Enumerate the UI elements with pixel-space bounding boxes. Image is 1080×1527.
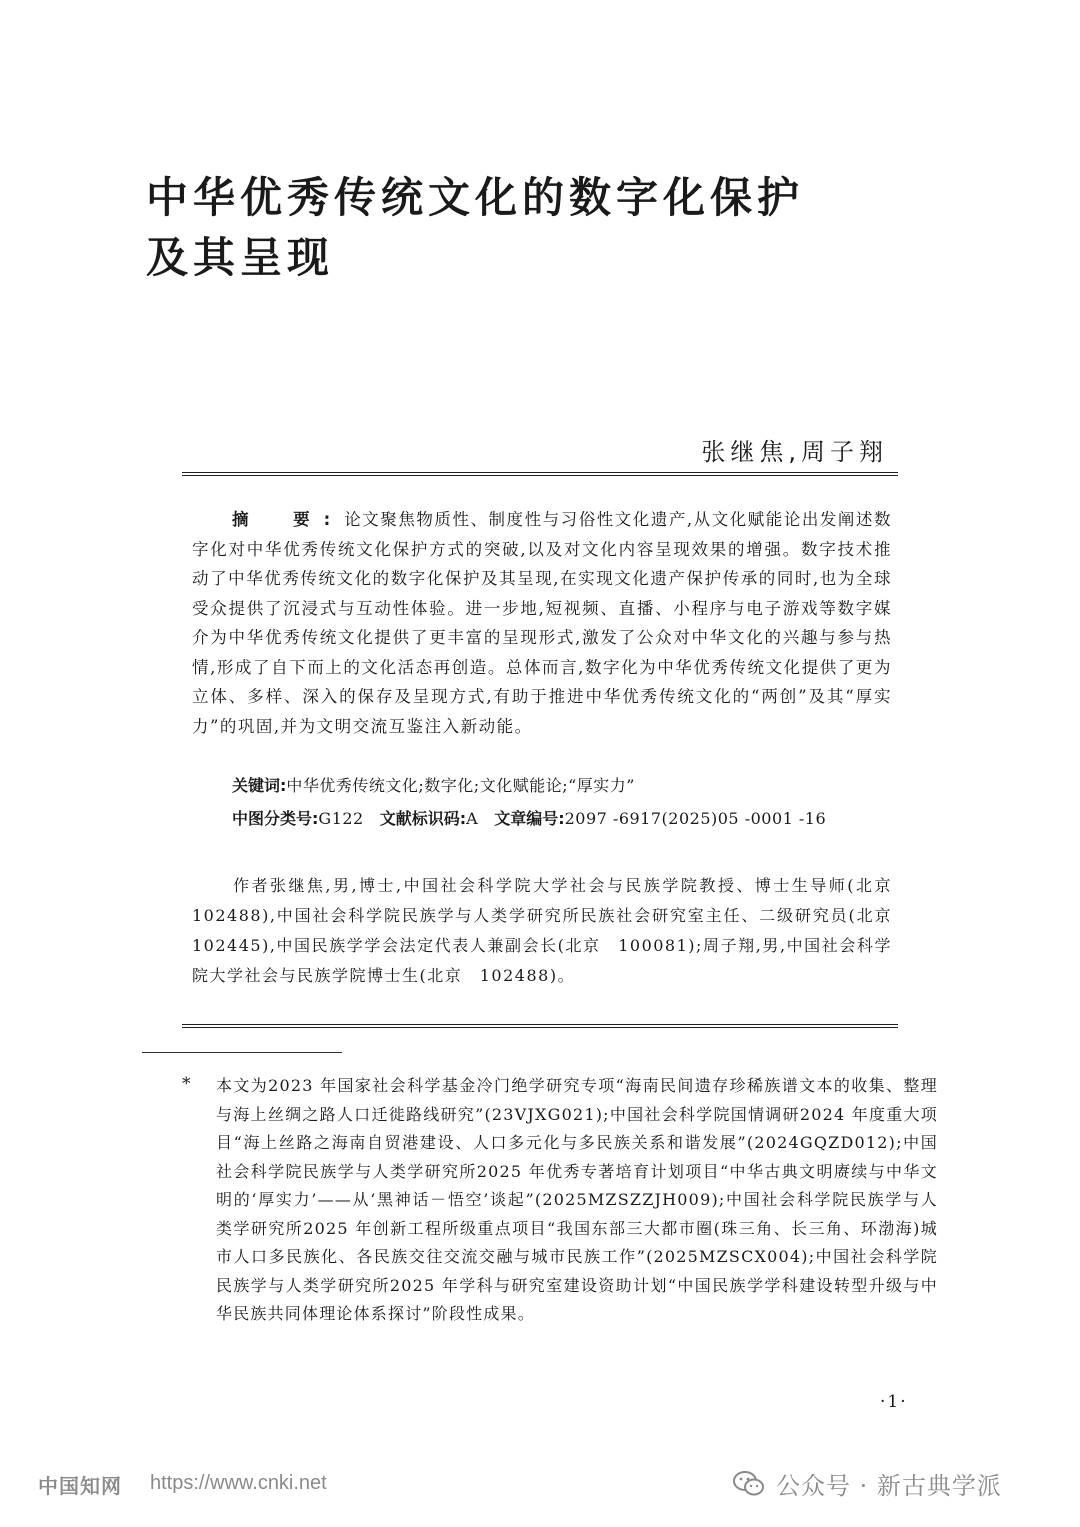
keywords-label: 关键词: [232,776,287,795]
footnote-separator [142,1052,342,1053]
author-info [192,871,910,991]
wechat-channel: 公众号 · 新古典学派 [776,1472,1002,1500]
cnki-watermark: 中国知网 [38,1474,122,1498]
abstract [192,505,892,741]
abstract-label: 摘 要: [232,510,345,529]
author-info-text: 作者张继焦,男,博士,中国社会科学院大学社会与民族学院教授、博士生导师(北京 102488),中国社会科学院民族学与人类学研究所民族社会研究室主任、二级研究员(北京 102445),中国民族学学会法定代表人兼副会长(北京 100081);周子翔,男,中国社会科学院大学社会与民族学院博士生(北京 102488)。 [192,876,910,985]
title-line-2: 及其呈现 [146,233,335,282]
keywords-text: 中华优秀传统文化;数字化;文化赋能论;“厚实力” [286,776,635,795]
doc-code-value: A [466,809,479,828]
keywords [232,773,635,796]
footnote-text: 本文为2023 年国家社会科学基金冷门绝学研究专项“海南民间遗存珍稀族谱文本的收集、整理与海上丝绸之路人口迁徙路线研究”(23VJXG021);中国社会科学院国情调研2024 年度重大项目“海上丝路之海南自贸港建设、人口多元化与多民族关系和谐发展”(2024GQZD012);中国社会科学院民族学与人类学研究所2025 年优秀专著培育计划项目“中华古典文明赓续与中华文明的‘厚实力’——从‘黑神话－悟空’谈起”(2025MZSZZJH009);中国社会科学院民族学与人类学研究所2025 年创新工程所级重点项目“我国东部三大都市圈(珠三角、长三角、环渤海)城市人口多民族化、各民族交往交流交融与城市民族工作”(2025MZSCX004);中国社会科学院民族学与人类学研究所2025 年学科与研究室建设资助计划“中国民族学学科建设转型升级与中华民族共同体理论体系探讨”阶段性成果。 [216,1076,938,1323]
doc-code-label: 文献标识码: [379,809,467,828]
clc-value: G122 [318,809,364,828]
abstract-top-rule [182,472,898,476]
clc-label: 中图分类号: [232,809,319,828]
abstract-text: 论文聚焦物质性、制度性与习俗性文化遗产,从文化赋能论出发阐述数字化对中华优秀传统文化保护方式的突破,以及对文化内容呈现效果的增强。数字技术推动了中华优秀传统文化的数字化保护及其呈现,在实现文化遗产保护传承的同时,也为全球受众提供了沉浸式与互动性体验。进一步地,短视频、直播、小程序与电子游戏等数字媒介为中华优秀传统文化提供了更丰富的呈现形式,激发了公众对中华文化的兴趣与参与热情,形成了自下而上的文化活态再创造。总体而言,数字化为中华优秀传统文化提供了更为立体、多样、深入的保存及呈现方式,有助于推进中华优秀传统文化的“两创”及其“厚实力”的巩固,并为文明交流互鉴注入新动能。 [192,510,892,736]
article-no-label: 文章编号: [494,809,565,828]
abstract-bottom-rule [182,1024,898,1028]
cnki-url: https://www.cnki.net [150,1472,327,1494]
title-line-1: 中华优秀传统文化的数字化保护 [146,173,805,222]
footnote-marker: * [182,1074,191,1094]
classification-line [232,806,826,829]
article-title [146,168,966,288]
article-no-value: 2097 -6917(2025)05 -0001 -16 [564,809,827,828]
wechat-icon [732,1470,766,1498]
authors: 张继焦,周子翔 [701,438,888,466]
wechat-watermark [732,1466,1002,1501]
page-number: ·1· [880,1392,908,1412]
